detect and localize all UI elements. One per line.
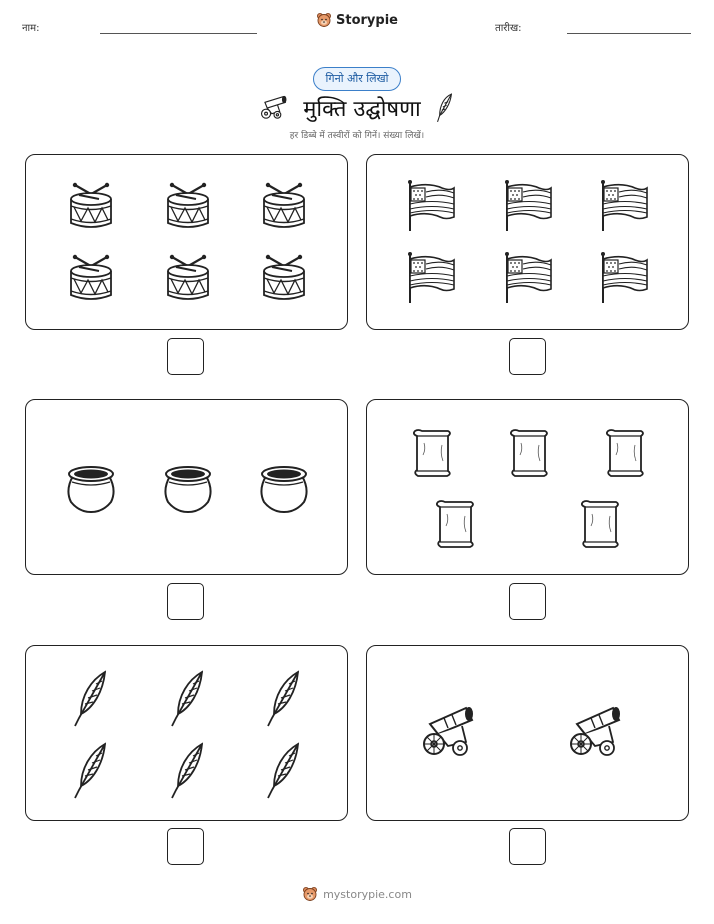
flag-icon	[408, 180, 454, 231]
drum-group	[26, 155, 349, 331]
name-label: नाम:	[22, 23, 40, 34]
answer-box-cannons[interactable]	[509, 828, 546, 865]
drum-icon	[71, 255, 111, 299]
cannon-group	[367, 646, 690, 822]
quill-icon	[268, 672, 298, 726]
scroll-group	[367, 400, 690, 576]
cannon-icon	[257, 94, 291, 122]
quill-group	[26, 646, 349, 822]
flag-icon	[601, 180, 647, 231]
cannon-icon	[424, 707, 473, 755]
flag-icon	[601, 252, 647, 303]
drum-icon	[264, 255, 304, 299]
brand-logo	[0, 12, 714, 32]
count-box-pots	[25, 399, 348, 575]
cannon-icon	[571, 707, 620, 755]
bear-mascot-icon	[302, 886, 318, 902]
answer-box-flags[interactable]	[509, 338, 546, 375]
drum-icon	[264, 183, 304, 227]
answer-box-scrolls[interactable]	[509, 583, 546, 620]
scroll-icon	[437, 501, 473, 547]
quill-icon	[172, 744, 202, 798]
page-title: मुक्ति उद्घोषणा	[303, 97, 421, 122]
instructions: हर डिब्बे में तस्वीरों को गिनें। संख्या लिखें।	[289, 131, 425, 141]
count-box-flags	[366, 154, 689, 330]
drum-icon	[168, 183, 208, 227]
flag-icon	[408, 252, 454, 303]
count-box-cannons	[366, 645, 689, 821]
quill-icon	[75, 672, 105, 726]
scroll-icon	[582, 501, 618, 547]
pot-icon	[68, 467, 113, 512]
quill-icon	[172, 672, 202, 726]
flag-group	[367, 155, 690, 331]
quill-icon	[433, 92, 457, 124]
drum-icon	[71, 183, 111, 227]
date-label: तारीख:	[495, 23, 522, 34]
quill-icon	[75, 744, 105, 798]
answer-box-pots[interactable]	[167, 583, 204, 620]
answer-box-quills[interactable]	[167, 828, 204, 865]
pot-icon	[165, 467, 210, 512]
answer-box-drums[interactable]	[167, 338, 204, 375]
footer	[0, 886, 714, 906]
name-line[interactable]	[100, 33, 257, 34]
footer-url[interactable]: mystorypie.com	[323, 887, 412, 901]
quill-icon	[268, 744, 298, 798]
scroll-icon	[414, 430, 450, 476]
activity-badge: गिनो और लिखो	[313, 67, 401, 91]
flag-icon	[505, 180, 551, 231]
pot-group	[26, 400, 349, 576]
pot-icon	[261, 467, 306, 512]
date-line[interactable]	[567, 33, 691, 34]
drum-icon	[168, 255, 208, 299]
scroll-icon	[607, 430, 643, 476]
flag-icon	[505, 252, 551, 303]
count-box-scrolls	[366, 399, 689, 575]
count-box-quills	[25, 645, 348, 821]
bear-mascot-icon	[316, 12, 332, 28]
count-box-drums	[25, 154, 348, 330]
scroll-icon	[511, 430, 547, 476]
brand-name: Storypie	[336, 12, 398, 28]
